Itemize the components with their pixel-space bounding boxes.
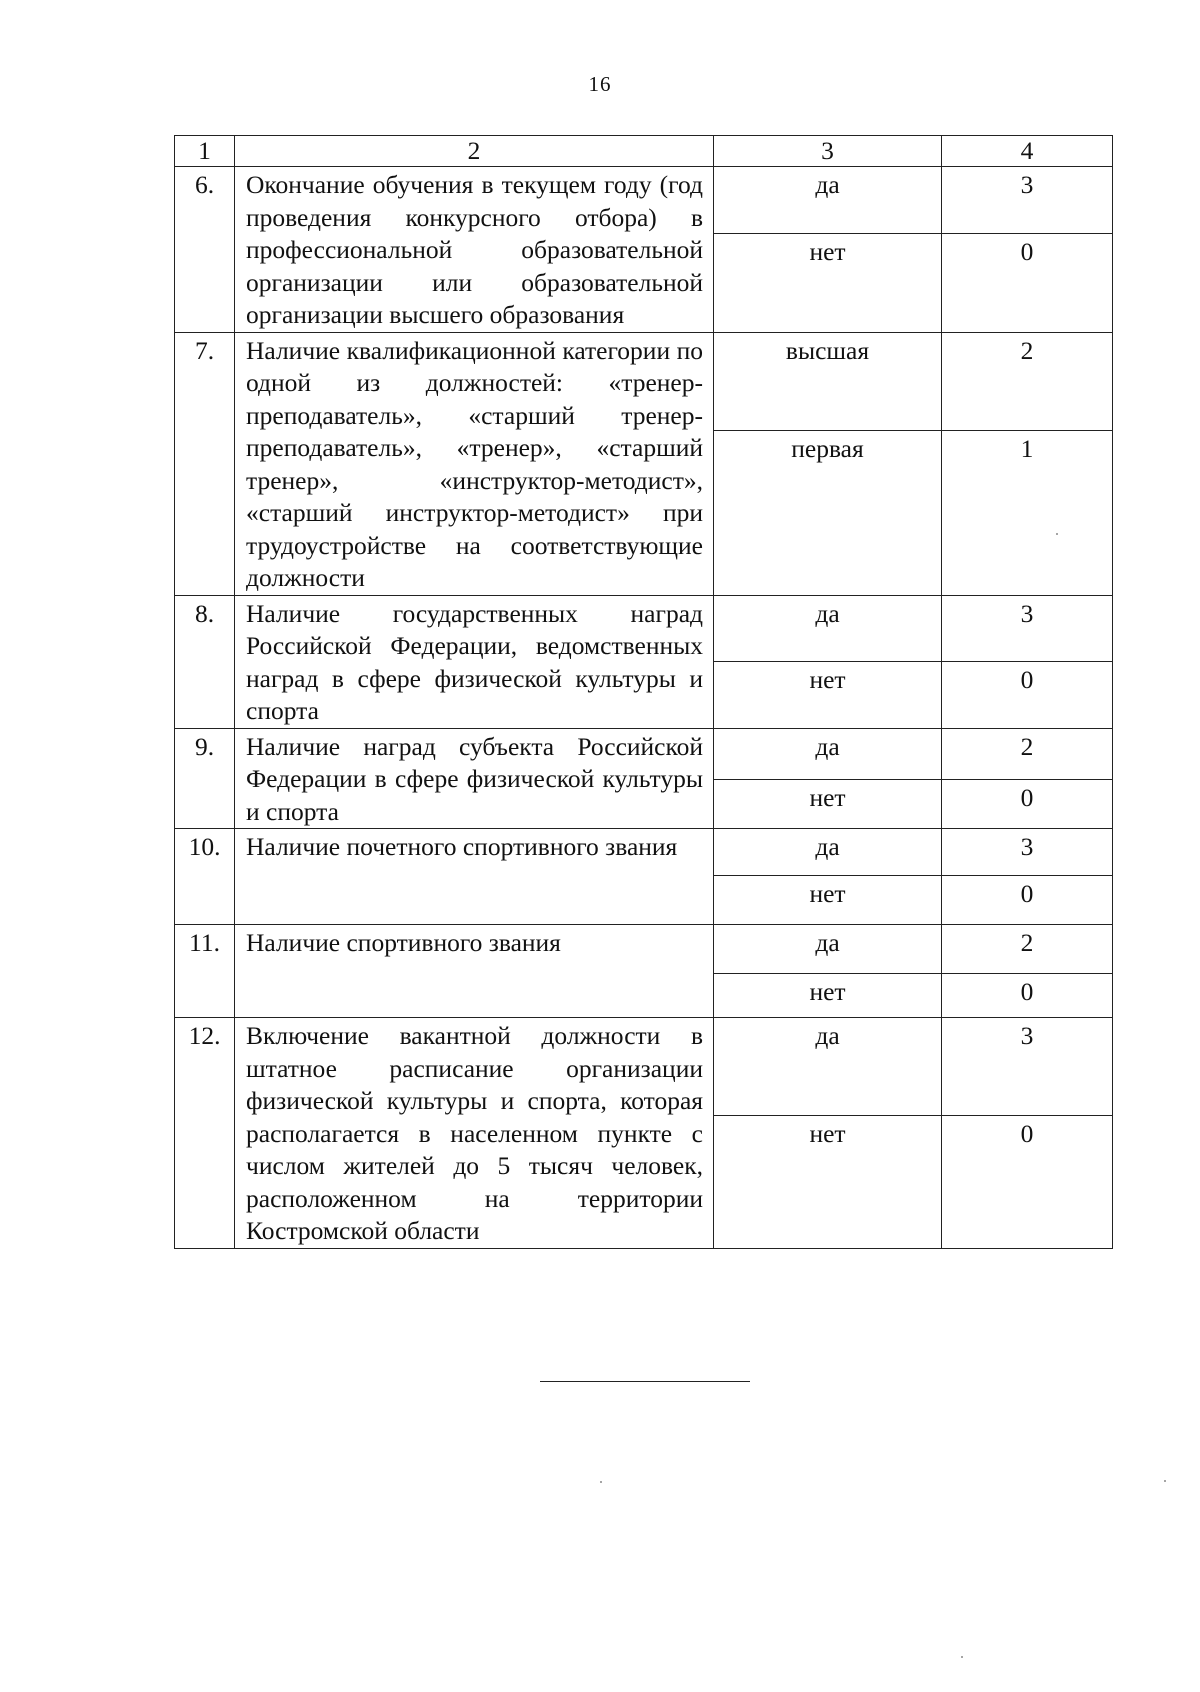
criteria-table: [174, 135, 1113, 1249]
criterion-text: Наличие государственных наград Российской Федерации, ведомственных наград в сфере физической культуры и спорта: [235, 595, 714, 728]
header-cell-2: 2: [235, 136, 714, 167]
table-row: [175, 167, 1113, 234]
option-score: 3: [942, 167, 1113, 234]
page-number: 16: [588, 72, 612, 96]
criterion-text: Включение вакантной должности в штатное расписание организации физической культуры и спорта, которая располагается в населенном пункте с числом жителей до 5 тысяч человек, расположенном на территории Костромской области: [235, 1018, 714, 1249]
option-value: нет: [714, 876, 942, 925]
scan-speck: [961, 1656, 963, 1658]
option-score: 0: [942, 779, 1113, 828]
option-score: 2: [942, 332, 1113, 430]
option-value: да: [714, 595, 942, 662]
option-score: 0: [942, 876, 1113, 925]
criterion-text: Наличие спортивного звания: [235, 925, 714, 1018]
table-row: [175, 728, 1113, 779]
criterion-text: Наличие наград субъекта Российской Федерации в сфере физической культуры и спорта: [235, 728, 714, 829]
option-score: 1: [942, 430, 1113, 595]
row-number: 10.: [175, 829, 235, 925]
row-number: 9.: [175, 728, 235, 829]
row-number: 7.: [175, 332, 235, 595]
option-score: 0: [942, 974, 1113, 1018]
option-value: нет: [714, 233, 942, 332]
option-value: да: [714, 167, 942, 234]
option-value: да: [714, 829, 942, 876]
scan-speck: [600, 1481, 602, 1483]
criterion-text: Окончание обучения в текущем году (год проведения конкурсного отбора) в профессиональной образовательной организации или образовательной организации высшего образования: [235, 167, 714, 333]
option-score: 3: [942, 829, 1113, 876]
row-number: 11.: [175, 925, 235, 1018]
table-row: [175, 595, 1113, 662]
option-value: да: [714, 1018, 942, 1116]
option-value: высшая: [714, 332, 942, 430]
table-header-row: [175, 136, 1113, 167]
option-score: 2: [942, 728, 1113, 779]
criterion-text: Наличие почетного спортивного звания: [235, 829, 714, 925]
row-number: 8.: [175, 595, 235, 728]
criterion-text: Наличие квалификационной категории по одной из должностей: «тренер-преподаватель», «старший тренер-преподаватель», «тренер», «старший тренер», «инструктор-методист», «старший инструктор-методист» при трудоустройстве на соответствующие должности: [235, 332, 714, 595]
row-number: 12.: [175, 1018, 235, 1249]
scan-speck: [1164, 1480, 1166, 1482]
option-score: 3: [942, 1018, 1113, 1116]
option-score: 0: [942, 662, 1113, 729]
table-row: [175, 925, 1113, 974]
table-row: [175, 829, 1113, 876]
option-value: нет: [714, 779, 942, 828]
option-value: нет: [714, 1116, 942, 1248]
option-value: да: [714, 925, 942, 974]
option-value: первая: [714, 430, 942, 595]
option-value: да: [714, 728, 942, 779]
row-number: 6.: [175, 167, 235, 333]
option-value: нет: [714, 662, 942, 729]
option-score: 0: [942, 1116, 1113, 1248]
table-row: [175, 1018, 1113, 1116]
table-row: [175, 332, 1113, 430]
option-score: 0: [942, 233, 1113, 332]
option-score: 2: [942, 925, 1113, 974]
header-cell-1: 1: [175, 136, 235, 167]
option-value: нет: [714, 974, 942, 1018]
scan-speck: [1056, 533, 1058, 535]
option-score: 3: [942, 595, 1113, 662]
header-cell-3: 3: [714, 136, 942, 167]
header-cell-4: 4: [942, 136, 1113, 167]
end-of-document-rule: [540, 1381, 750, 1382]
